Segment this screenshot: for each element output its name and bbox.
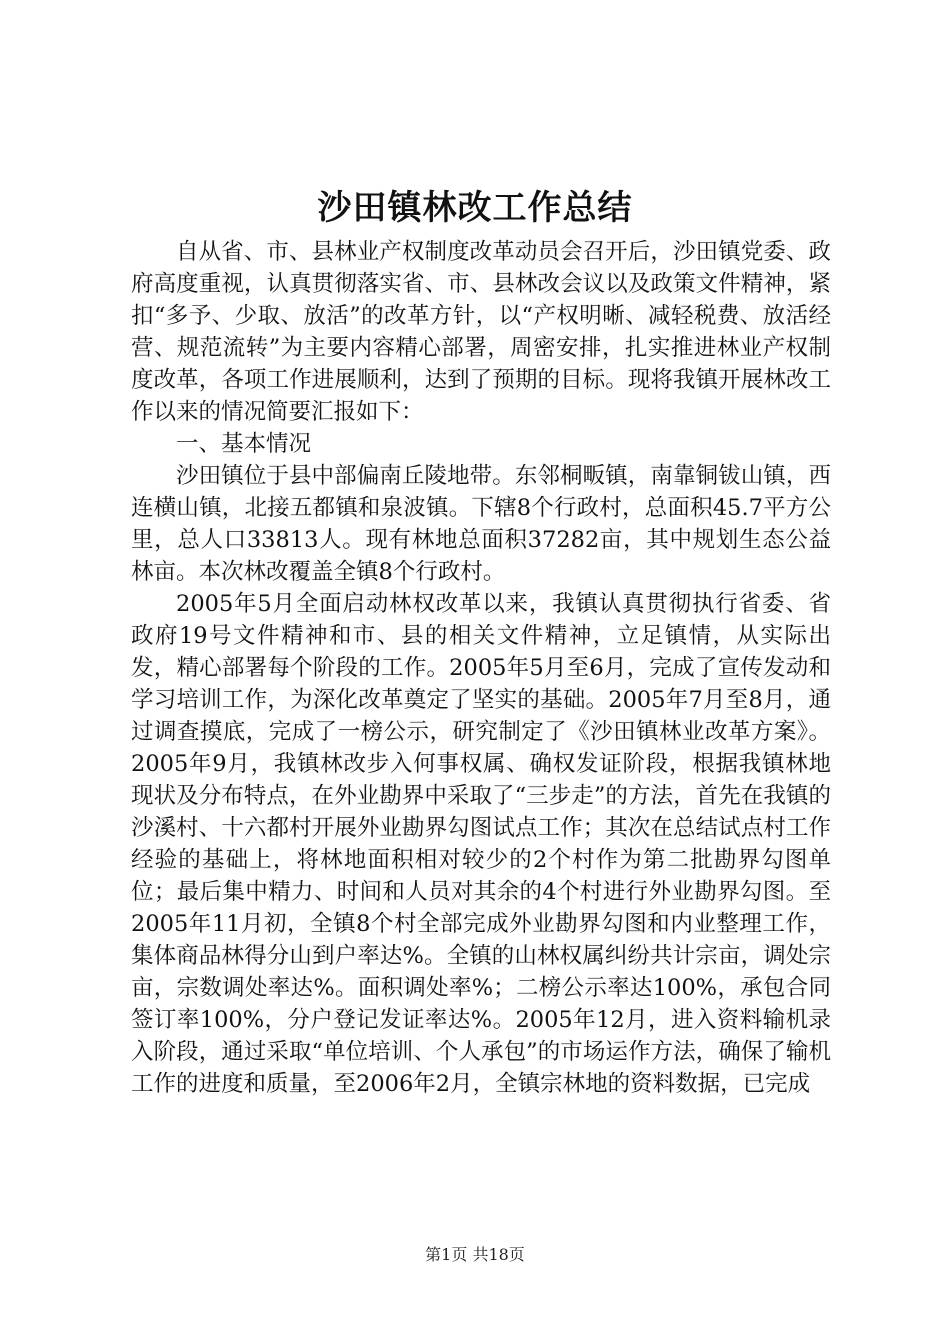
progress-paragraph: 2005年5月全面启动林权改革以来，我镇认真贯彻执行省委、省政府19号文件精神和市、县的相关文件精神，立足镇情，从实际出发，精心部署每个阶段的工作。2005年5月至6月，完成了宣传发动和学习培训工作，为深化改革奠定了坚实的基础。2005年7月至8月，通过调查摸底，完成了一榜公示，研究制定了《沙田镇林业改革方案》。2005年9月，我镇林改步入何事权属、确权发证阶段，根据我镇林地现状及分布特点，在外业勘界中采取了“三步走”的方法，首先在我镇的沙溪村、十六都村开展外业勘界勾图试点工作；其次在总结试点村工作经验的基础上，将林地面积相对较少的2个村作为第二批勘界勾图单位；最后集中精力、时间和人员对其余的4个村进行外业勘界勾图。至2005年11月初，全镇8个村全部完成外业勘界勾图和内业整理工作，集体商品林得分山到户率达%。全镇的山林权属纠纷共计宗亩，调处宗亩，宗数调处率达%。面积调处率%；二榜公示率达100%，承包合同签订率100%，分户登记发证率达%。2005年12月，进入资料输机录入阶段，通过采取“单位培训、个人承包”的市场运作方法，确保了输机工作的进度和质量，至2006年2月，全镇宗林地的资料数据，已完成 [131,591,831,1097]
basic-info-paragraph: 沙田镇位于县中部偏南丘陵地带。东邻桐畈镇，南靠铜钹山镇，西连横山镇，北接五都镇和泉波镇。下辖8个行政村，总面积45.7平方公里，总人口33813人。现有林地总面积37282亩，其中规划生态公益林亩。本次林改覆盖全镇8个行政村。 [131,463,831,585]
document-body [131,236,831,1100]
document-title: 沙田镇林改工作总结 [317,188,633,228]
intro-paragraph: 自从省、市、县林业产权制度改革动员会召开后，沙田镇党委、政府高度重视，认真贯彻落实省、市、县林改会议以及政策文件精神，紧扣“多予、少取、放活”的改革方针，以“产权明晰、减轻税费、放活经营、规范流转”为主要内容精心部署，周密安排，扎实推进林业产权制度改革，各项工作进展顺利，达到了预期的目标。现将我镇开展林改工作以来的情况简要汇报如下： [131,239,831,425]
section-heading-basic-info: 一、基本情况 [176,431,312,457]
page-number-footer: 第1页 共18页 [425,1245,525,1264]
